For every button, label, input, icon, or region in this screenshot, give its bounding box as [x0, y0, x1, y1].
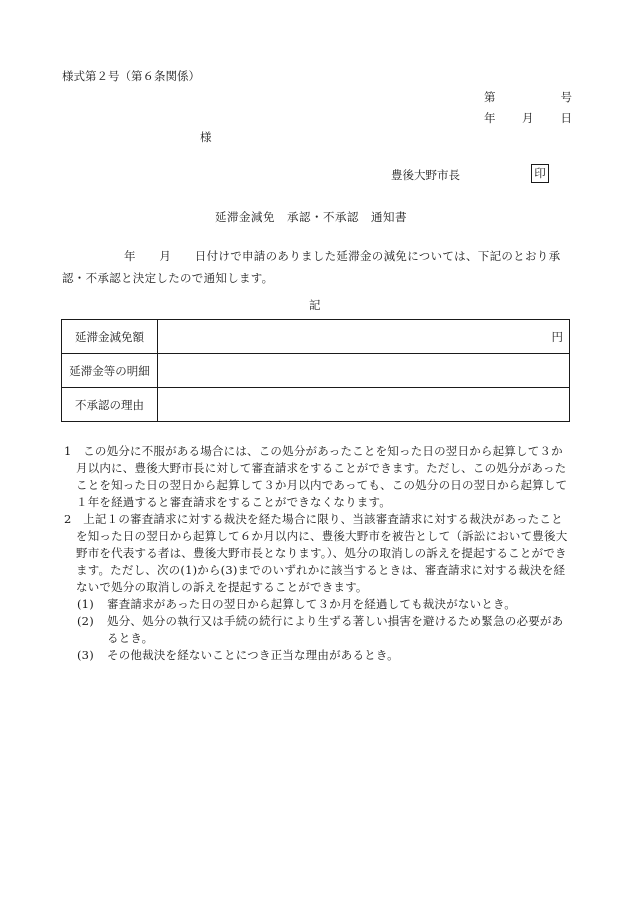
note-2-item-1: [64, 596, 574, 613]
date-year: 年: [484, 111, 496, 125]
seal-mark: 印: [531, 164, 549, 183]
issuer-name: 豊後大野市長: [391, 168, 460, 182]
reduction-amount-unit: 円: [158, 320, 570, 354]
addressee-suffix: 様: [200, 130, 212, 144]
form-number-label: 様式第２号（第６条関係）: [62, 69, 200, 83]
reduction-amount-label: 延滞金減免額: [62, 320, 158, 354]
note-2-item-3: [64, 647, 574, 664]
note-2-item-2: [64, 613, 574, 647]
appeal-notes: [64, 443, 574, 664]
document-title: 延滞金減免 承認・不承認 通知書: [215, 210, 407, 224]
item-number: (1): [77, 597, 94, 611]
number-prefix: 第: [484, 90, 496, 104]
date-month: 月: [522, 111, 534, 125]
date-day: 日: [560, 111, 572, 125]
details-table: [61, 319, 570, 422]
ki-heading: 記: [309, 298, 321, 312]
item-number: (2): [77, 614, 94, 628]
table-row: [62, 354, 570, 388]
item-number: (3): [77, 648, 94, 662]
rejection-reason-label: 不承認の理由: [62, 388, 158, 422]
note-2: 2 上記１の審査請求に対する裁決を経た場合に限り、当該審査請求に対する裁決があったことを知った日の翌日から起算して６か月以内に、豊後大野市を被告として（訴訟において豊後大野市を代表する者は、豊後大野市長となります。）、処分の取消しの訴えを提起することができます。ただし、次の(1)から(3)までのいずれかに該当するときは、審査請求に対する裁決を経ないで処分の取消しの訴えを提起することができます。: [64, 512, 568, 594]
rejection-reason-value: [158, 388, 570, 422]
details-value: [158, 354, 570, 388]
table-row: [62, 320, 570, 354]
item-text: その他裁決を経ないことにつき正当な理由があるとき。: [107, 648, 399, 662]
body-paragraph: 年 月 日付けで申請のありました延滞金の減免については、下記のとおり承認・不承認と決定したので通知します。: [62, 249, 561, 285]
note-1: 1 この処分に不服がある場合には、この処分があったことを知った日の翌日から起算して３か月以内に、豊後大野市長に対して審査請求をすることができます。ただし、この処分があったことを知った日の翌日から起算して３か月以内であっても、この処分の日の翌日から起算して１年を経過すると審査請求をすることができなくなります。: [64, 444, 568, 509]
item-text: 処分、処分の執行又は手続の続行により生ずる著しい損害を避けるため緊急の必要があるとき。: [107, 614, 564, 645]
details-label: 延滞金等の明細: [62, 354, 158, 388]
item-text: 審査請求があった日の翌日から起算して３か月を経過しても裁決がないとき。: [107, 597, 516, 611]
number-suffix: 号: [560, 90, 572, 104]
table-row: [62, 388, 570, 422]
